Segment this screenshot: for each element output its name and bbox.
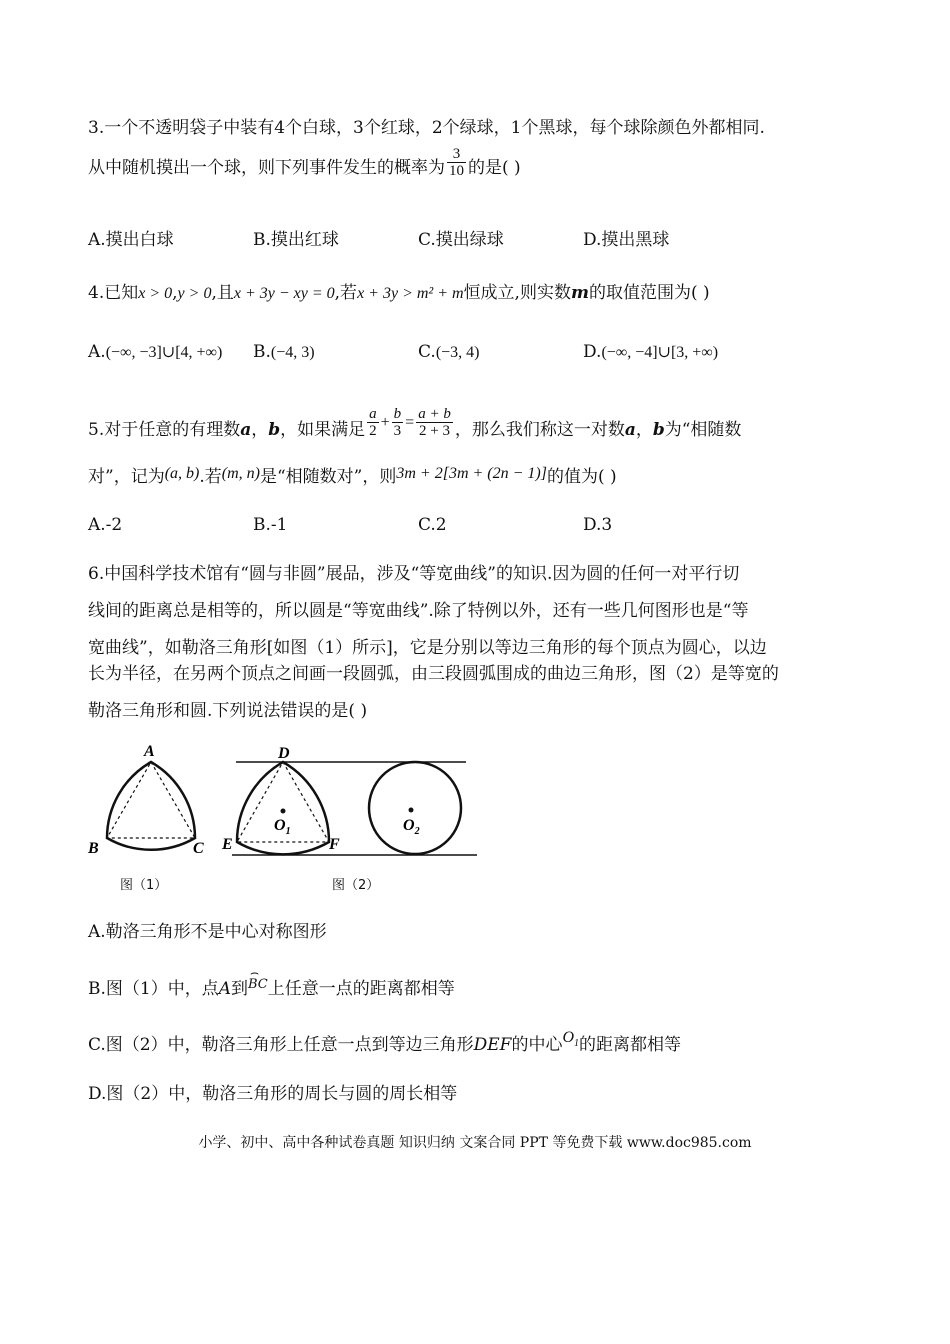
q4-cond2: y > 0 [177,285,212,302]
q5-text-d: 为“相随数 [664,420,742,440]
label-D: D [278,745,290,762]
q6-b-text-b: 到 [231,979,248,999]
q5-option-c: C.2 [418,515,447,535]
q5-line2-d: 的值为( ) [546,467,617,487]
q3-option-b: B.摸出红球 [253,230,339,250]
q4-cond1: x > 0 [138,285,173,302]
q5-line2-a: 对”，记为 [88,467,165,487]
q6-line5: 勒洛三角形和圆.下列说法错误的是( ) [88,701,368,721]
q5-sep2: ， [635,420,653,440]
q4-c-label: C. [418,342,436,362]
q4-option-c [418,340,480,365]
q4-p3: ,且 [211,283,234,303]
q6-line3: 宽曲线”，如勒洛三角形[如图（1）所示]，它是分别以等边三角形的每个顶点为圆心，以边 [88,638,767,658]
label-A: A [144,743,155,760]
q5-option-b: B.-1 [253,515,288,535]
q5-option-a: A.-2 [88,515,123,535]
q5-expr: 3m + 2[3m + (2n − 1)] [396,465,547,482]
q5-f3-num: a + b [418,406,451,422]
q4-option-b [253,340,315,365]
center-dot-o1 [281,809,286,814]
label-E: E [222,836,233,853]
inner-triangle-1 [107,762,195,838]
q3-frac-den: 10 [449,163,464,179]
q5-line2 [88,465,617,490]
q4-a-math: (−∞, −3]∪[4, +∞) [105,344,223,361]
o2-letter: O [403,817,415,834]
circle-o2 [369,762,461,854]
q4-p6: 的取值范围为( ) [588,283,710,303]
q6-option-d: D.图（2）中，勒洛三角形的周长与圆的周长相等 [88,1084,458,1104]
o1-letter: O [274,817,286,834]
q5-f1-num: a [369,406,377,422]
q3-fraction [447,146,466,179]
label-O2 [403,817,420,837]
q5-eq: = [405,414,415,431]
q6-b-arc [248,965,268,997]
q4-cond4: x + 3y > m² + m [357,285,464,302]
q6-b-text-c: 上任意一点的距离都相等 [267,979,455,999]
q4-option-a [88,340,222,365]
q4-b-math: (−4, 3) [270,344,315,361]
q3-line2 [88,146,521,185]
q5-option-d: D.3 [583,515,613,535]
q6-option-c [88,1029,682,1064]
q6-c-text-a: C.图（2）中，勒洛三角形上任意一点到等边三角形 [88,1035,474,1055]
q5-frac-3 [416,406,453,439]
q3-text-a: 从中随机摸出一个球，则下列事件发生的概率为 [88,158,445,178]
q3-frac-num: 3 [447,146,466,163]
q6-c-var-def: DEF [473,1035,512,1055]
q4-b-label: B. [253,342,271,362]
q4-p1: 4.已知 [88,283,139,303]
q5-text-c: ，那么我们称这一对数 [454,420,625,440]
arc-mark: ⌢ [250,965,260,981]
label-O1 [274,817,291,837]
footer-banner: 小学、初中、高中各种试卷真题 知识归纳 文案合同 PPT 等免费下载 www.doc985.com [198,1135,752,1151]
q6-figure [80,738,500,863]
q5-f2-den: 3 [393,423,402,439]
label-F: F [329,836,340,853]
q6-line2: 线间的距离总是相等的，所以圆是“等宽曲线”.除了特例以外，还有一些几何图形也是“等 [88,601,749,621]
q6-option-a: A.勒洛三角形不是中心对称图形 [88,922,327,942]
reuleaux-triangle-2 [237,762,329,854]
caption-figure-1: 图（1） [120,878,168,893]
q5-plus: + [380,414,390,431]
q5-pair1: (a, b) [164,465,200,482]
q5-pair2: (m, n) [221,465,260,482]
q4-var-m: m [570,283,589,303]
o1-subscript: 1 [285,826,291,837]
q5-frac-1 [367,406,379,439]
q5-f3-den: 2 + 3 [419,423,450,439]
q6-c-text-b: 的中心 [511,1035,563,1055]
q4-p5: 恒成立,则实数 [463,283,571,303]
center-dot-o2 [409,808,414,813]
q6-b-text-a: B.图（1）中，点 [88,979,219,999]
q3-option-a: A.摸出白球 [88,230,174,250]
reuleaux-triangle-1 [107,762,195,850]
label-C: C [193,840,204,857]
q5-var-b2: b [652,420,665,440]
arc-label: BC [248,977,268,992]
q5-f2-num: b [393,406,402,422]
q6-b-var-a: A [218,979,231,999]
q5-text-b: ，如果满足 [280,420,366,440]
label-B: B [88,840,99,857]
q4-stem [88,281,710,306]
q4-d-math: (−∞, −4]∪[3, +∞) [601,344,719,361]
q4-a-label: A. [88,342,106,362]
q5-text-a: 5.对于任意的有理数 [88,420,241,440]
q4-p4: ,若 [334,283,358,303]
q6-line1: 6.中国科学技术馆有“圆与非圆”展品，涉及“等宽曲线”的知识.因为圆的任何一对平行切 [88,564,740,584]
q5-var-a: a [240,420,252,440]
q5-f1-den: 2 [369,423,377,439]
q3-text-b: 的是( ) [468,158,521,178]
q5-line2-b: .若 [199,467,222,487]
q6-option-b [88,965,455,1003]
q5-line2-c: 是“相随数对”，则 [259,467,397,487]
q4-c-math: (−3, 4) [435,344,480,361]
caption-figure-2: 图（2） [332,878,380,893]
q6-c-o-sub: 1 [574,1038,580,1050]
q5-var-b: b [268,420,281,440]
q6-line4: 长为半径，在另两个顶点之间画一段圆弧，由三段圆弧围成的曲边三角形，图（2）是等宽的 [88,664,779,684]
q4-p2: , [172,283,178,303]
q6-c-text-c: 的距离都相等 [579,1035,682,1055]
q5-var-a2: a [624,420,636,440]
q4-cond3: x + 3y − xy = 0 [233,285,335,302]
o2-subscript: 2 [414,826,420,837]
q5-sep1: ， [251,420,269,440]
q5-line1 [88,406,742,447]
q4-option-d [583,340,718,365]
q3-line1: 3.一个不透明袋子中装有4个白球，3个红球，2个绿球，1个黑球，每个球除颜色外都相同. [88,118,765,138]
q6-c-o1 [562,1029,580,1050]
q5-frac-2 [392,406,404,439]
q3-option-c: C.摸出绿球 [418,230,504,250]
q3-option-d: D.摸出黑球 [583,230,670,250]
q6-c-o-letter: O [562,1029,575,1046]
q4-d-label: D. [583,342,602,362]
